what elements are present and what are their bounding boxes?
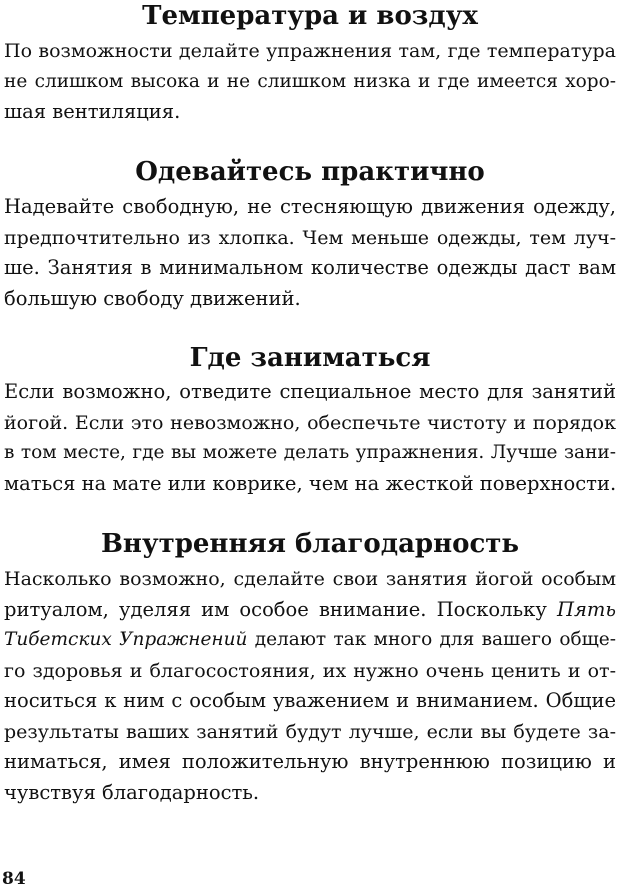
text-line: шая вентиляция. <box>4 100 181 123</box>
text-span: ритуалом, уделяя им особое внимание. Поскольку <box>4 597 547 621</box>
text-line: го здоровья и благосостояния, их нужно очень ценить и от- <box>4 659 616 682</box>
section-title-temperature: Температура и воздух <box>142 1 478 31</box>
text-line: большую свободу движений. <box>4 286 301 310</box>
text-line: не слишком высока и не слишком низка и где имеется хоро- <box>4 70 616 92</box>
paragraph-temperature <box>4 36 616 128</box>
italic-text: Пять <box>556 597 616 621</box>
text-line: в том месте, где вы можете делать упражнения. Лучше зани- <box>4 442 616 463</box>
page-number: 84 <box>2 869 26 889</box>
text-line: маться на мате или коврике, чем на жесткой поверхности. <box>4 471 617 495</box>
text-line: предпочтительно из хлопка. Чем меньше одежды, тем луч- <box>4 226 616 249</box>
paragraph-gratitude <box>4 564 616 808</box>
paragraph-where <box>4 377 616 499</box>
text-span: делают так много для вашего обще- <box>254 629 616 650</box>
paragraph-clothing <box>4 192 616 314</box>
italic-text: Тибетских Упражнений <box>4 629 248 650</box>
text-line <box>4 595 616 626</box>
text-line: Насколько возможно, сделайте свои занятия йогой особым <box>4 568 616 590</box>
text-line: йогой. Если это невозможно, обеспечьте чистоту и порядок <box>4 411 616 434</box>
text-line <box>4 625 616 656</box>
section-title-clothing: Одевайтесь практично <box>135 157 485 187</box>
text-line: Надевайте свободную, не стесняющую движения одежду, <box>4 195 616 218</box>
text-line: По возможности делайте упражнения там, где температура <box>4 40 616 62</box>
section-title-where: Где заниматься <box>189 343 431 373</box>
section-title-gratitude: Внутренняя благодарность <box>100 529 520 559</box>
text-line: носиться к ним с особым уважением и вниманием. Общие <box>4 689 616 712</box>
text-line: ше. Занятия в минимальном количестве одежды даст вам <box>4 256 616 279</box>
text-line: ниматься, имея положительную внутреннюю позицию и <box>4 750 616 773</box>
text-line: Если возможно, отведите специальное место для занятий <box>4 380 616 403</box>
text-line: результаты ваших занятий будут лучше, если вы будете за- <box>4 720 616 743</box>
text-line: чувствуя благодарность. <box>4 780 260 804</box>
